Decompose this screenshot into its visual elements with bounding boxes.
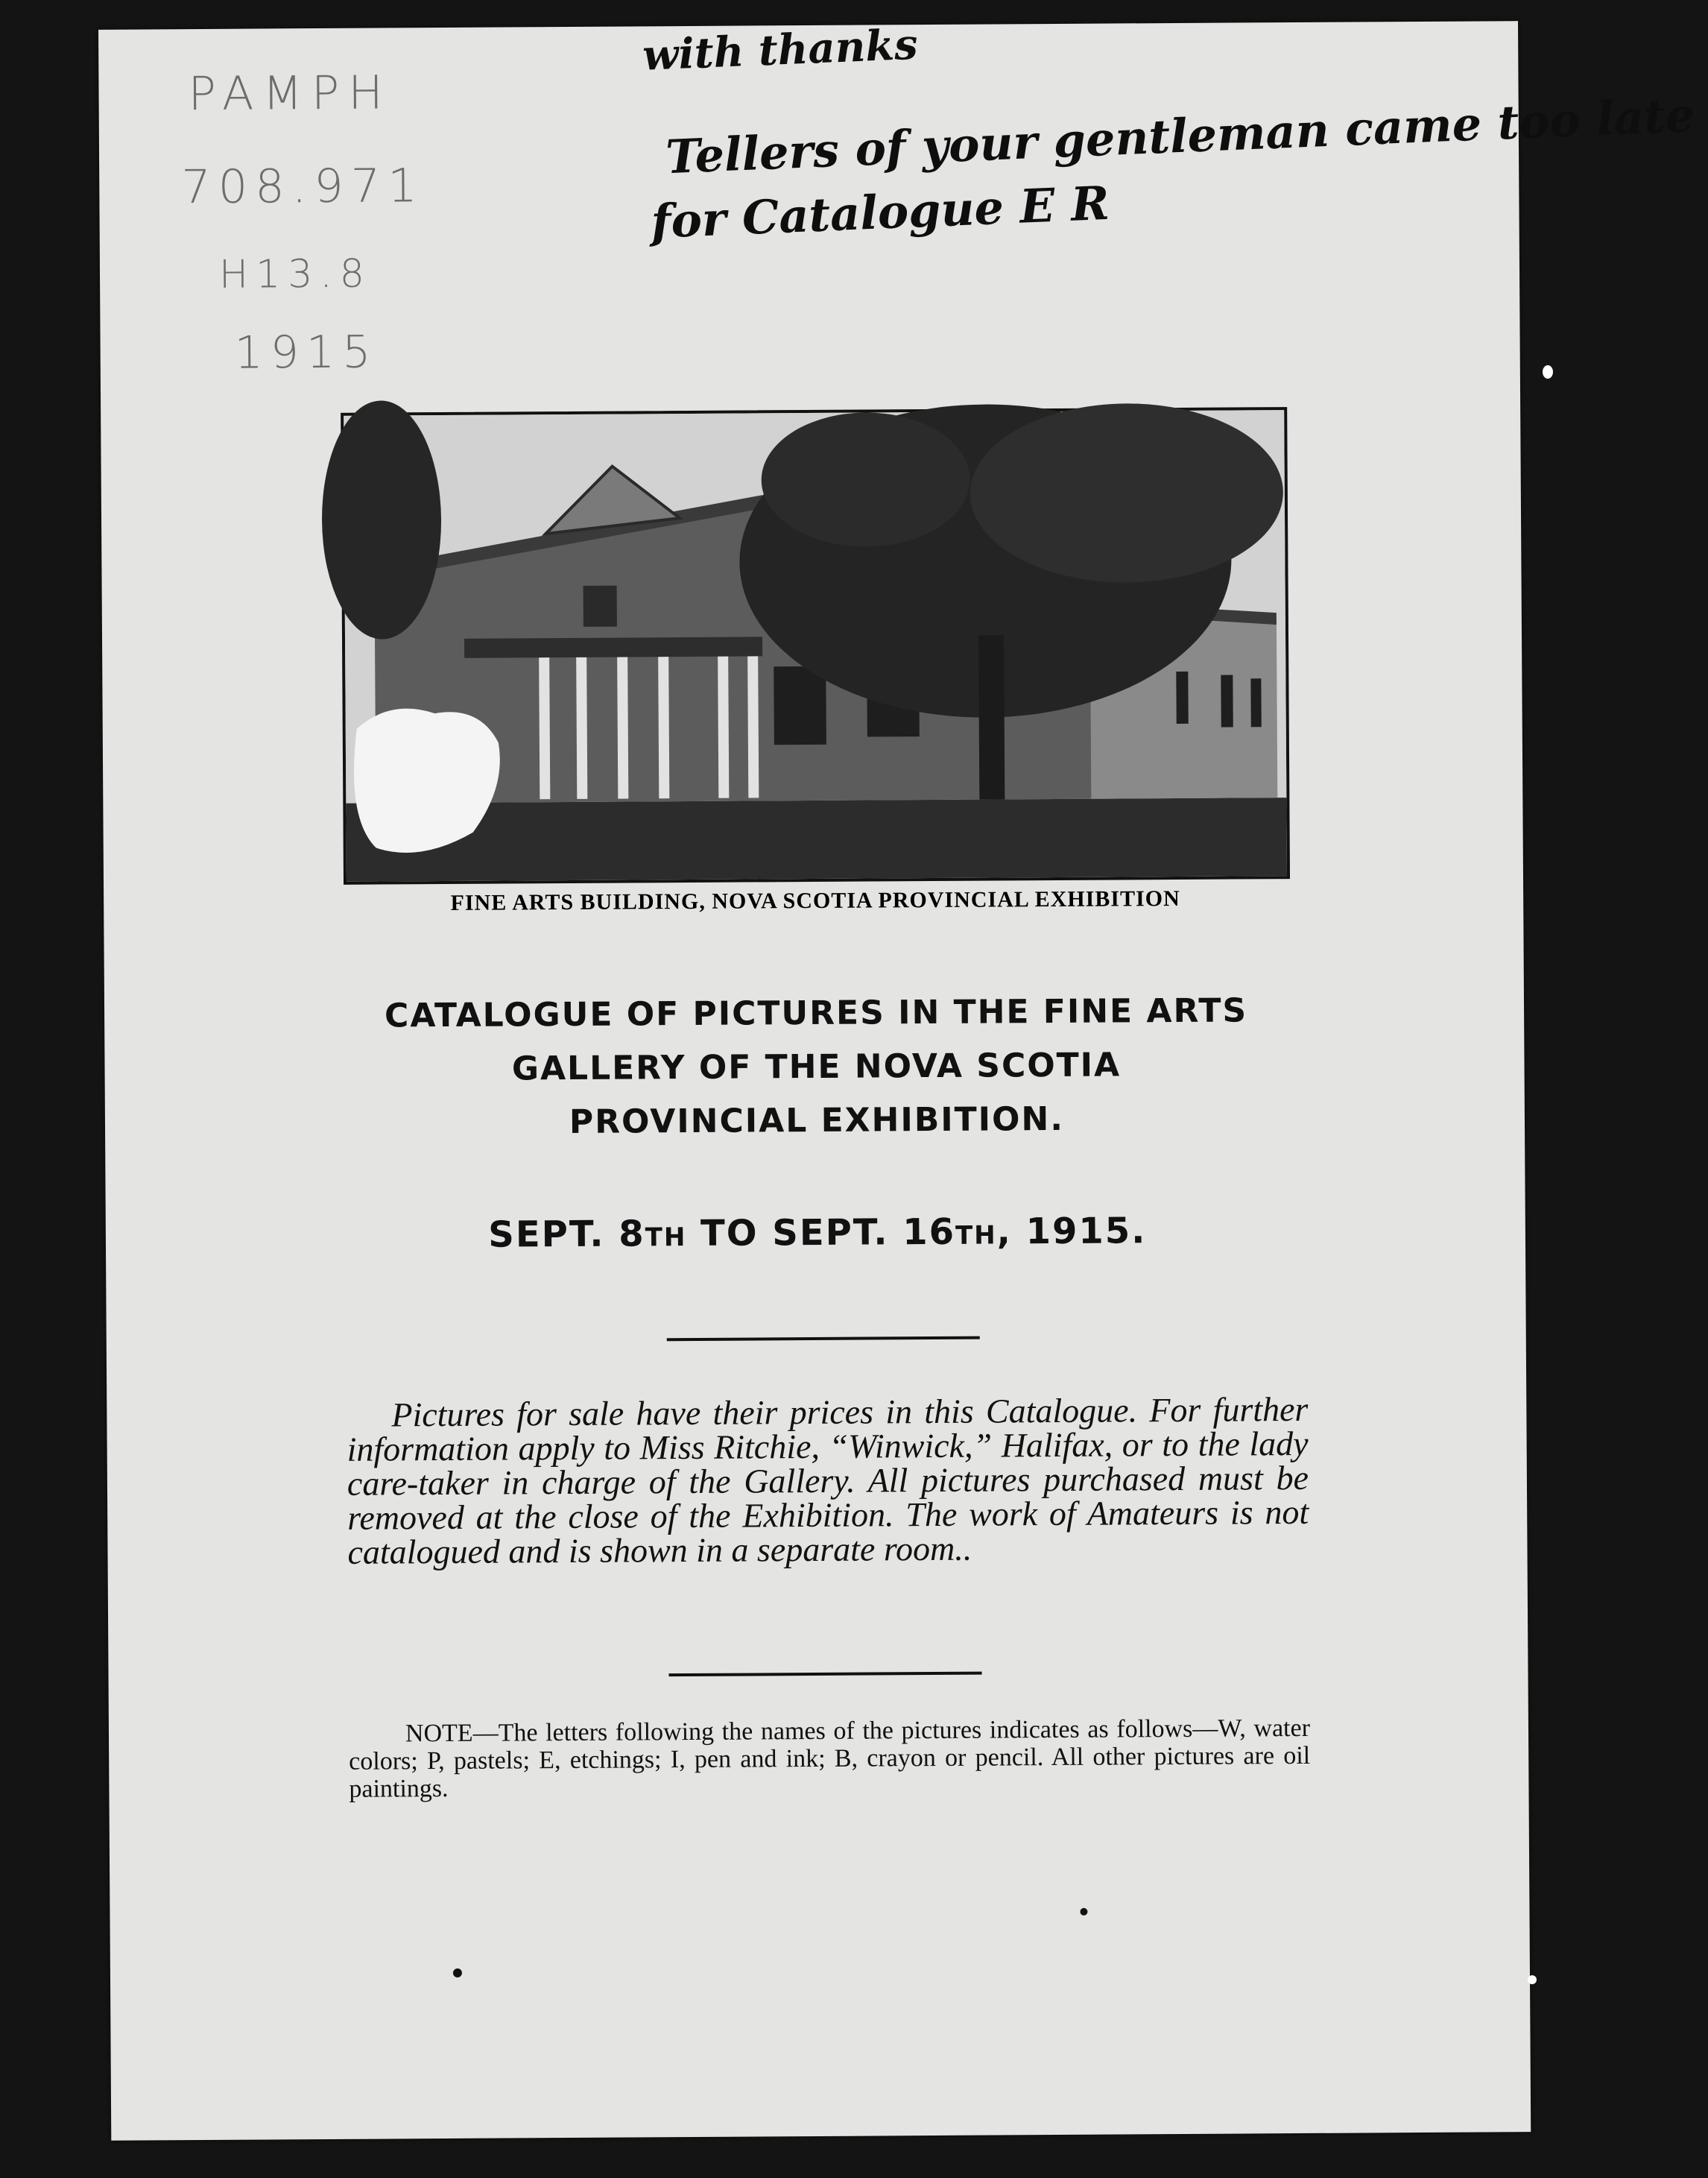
exhibition-dates [255,1208,1380,1257]
photo-caption: FINE ARTS BUILDING, NOVA SCOTIA PROVINCIAL EXHIBITION [450,886,1180,915]
handwritten-line-1: with thanks [642,19,919,81]
scan-speck [1543,365,1553,379]
divider-rule [667,1336,980,1342]
handwritten-line-3: for Catalogue E R [650,175,1111,249]
title-line-3: PROVINCIAL EXHIBITION. [569,1099,1065,1141]
medium-key-note: NOTE—The letters following the names of the pictures indicates as follows—W, water colors; P, pastels; E, etchings; I, pen and ink; B, crayon or pencil. All other pictures are oil paintings. [349,1714,1311,1803]
building-photo [341,407,1290,885]
fine-arts-building-image [344,410,1287,882]
handwritten-line-2: Tellers of your gentleman came too late [665,87,1696,185]
date-start: SEPT. 8 [488,1213,645,1256]
pencil-mark-call-number: 708.971 [181,158,425,215]
ink-speck [453,1969,462,1977]
catalogue-page [98,19,1696,2141]
date-end-suffix: TH [955,1220,997,1251]
pencil-mark-shelf: H13.8 [218,251,373,297]
pencil-mark-pamph: PAMPH [188,65,393,121]
ink-speck [1080,1908,1087,1916]
catalogue-title [253,983,1379,1151]
sale-information-paragraph: Pictures for sale have their prices in this Catalogue. For further information apply to Miss Ritchie, “Winwick,” Halifax, or to the lady care-taker in charge of the Gallery. All pictures purchased must be removed at the close of the Exhibition. The work of Amateurs is not catalogued and is shown in a separate room.. [347,1389,1309,1571]
title-line-1: CATALOGUE OF PICTURES IN THE FINE ARTS [384,991,1248,1035]
title-line-2: GALLERY OF THE NOVA SCOTIA [511,1046,1122,1088]
scan-speck [1528,1975,1537,1984]
date-year: , 1915. [996,1210,1147,1253]
date-end: TO SEPT. 16 [686,1210,956,1255]
divider-rule [669,1672,982,1677]
pencil-mark-year: 1915 [234,326,379,379]
date-start-suffix: TH [645,1222,687,1253]
